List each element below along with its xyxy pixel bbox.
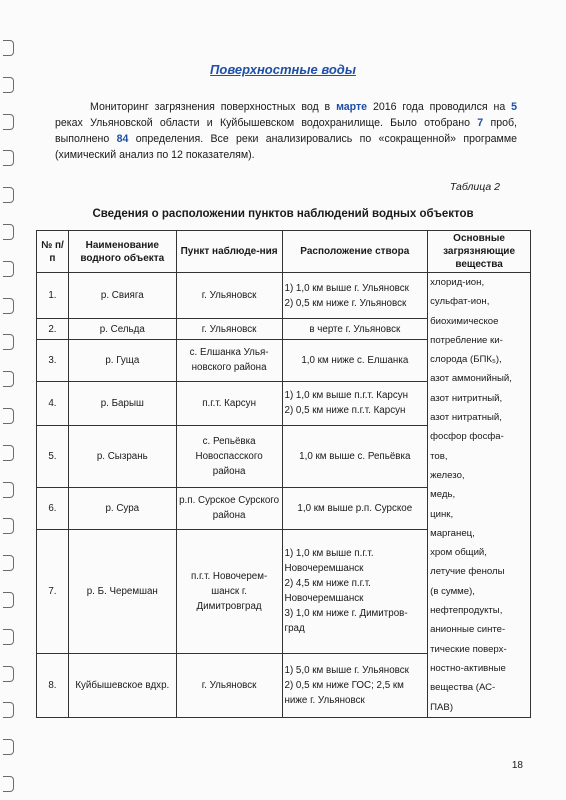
header-num: № п/п (37, 231, 69, 273)
binding-ring (3, 482, 14, 498)
binding-ring (3, 298, 14, 314)
binding-ring (3, 224, 14, 240)
binding-ring (3, 629, 14, 645)
substance-line: цинк, (430, 508, 454, 520)
binding-ring (3, 150, 14, 166)
substance-line: хром общий, (430, 547, 487, 559)
binding-ring (3, 702, 14, 718)
cell-location (282, 425, 428, 487)
substance-line: потребление ки- (430, 334, 503, 346)
binding-ring (3, 334, 14, 350)
binding-ring (3, 261, 14, 277)
location-line: 1) 1,0 км выше п.г.т. Новочеремшанск (284, 548, 374, 575)
location-line: 2) 0,5 км ниже г. Ульяновск (284, 297, 407, 309)
samples-count: 7 (477, 117, 484, 129)
location-line: 2) 0,5 км ниже ГОС; 2,5 км ниже г. Ульяновск (284, 680, 404, 707)
location-line: 1) 1,0 км выше г. Ульяновск (284, 282, 409, 294)
observation-points-table (36, 230, 531, 718)
cell-point: с. Репьёвка Новоспасского района (176, 425, 282, 487)
cell-location (282, 381, 428, 425)
binding-ring (3, 40, 14, 56)
binding-ring (3, 114, 14, 130)
location-line: 1,0 км ниже с. Елшанка (301, 354, 409, 366)
binding-ring (3, 518, 14, 534)
binding-ring (3, 739, 14, 755)
cell-object: р. Барыш (68, 381, 176, 425)
cell-num: 8. (37, 654, 69, 718)
cell-object: р. Б. Черемшан (68, 529, 176, 654)
cell-point: с. Елшанка Улья-новского района (176, 340, 282, 382)
cell-num: 4. (37, 381, 69, 425)
location-line: 2) 4,5 км ниже п.г.т. Новочеремшанск (284, 578, 371, 605)
table-title: Сведения о расположении пунктов наблюдений водных объектов (92, 208, 474, 220)
header-substances: Основные загрязняющие вещества (428, 231, 531, 273)
header-object: Наименование водного объекта (68, 231, 176, 273)
location-line: 1,0 км выше с. Репьёвка (299, 450, 411, 462)
binding-ring (3, 371, 14, 387)
cell-location (282, 340, 428, 382)
cell-location (282, 654, 428, 718)
substance-line: ПАВ) (430, 701, 454, 713)
cell-location (282, 488, 428, 530)
cell-num: 2. (37, 319, 69, 340)
cell-object: р. Сельда (68, 319, 176, 340)
substance-line: биохимическое (430, 315, 499, 327)
binding-ring (3, 408, 14, 424)
cell-point: г. Ульяновск (176, 654, 282, 718)
rivers-count: 5 (511, 101, 517, 113)
binding-ring (3, 592, 14, 608)
substance-line: хлорид-ион, (430, 277, 485, 288)
cell-num: 7. (37, 529, 69, 654)
substance-line: сульфат-ион, (430, 296, 490, 308)
determinations-count: 84 (116, 133, 129, 145)
substance-line: нефтепродукты, (430, 605, 503, 617)
cell-location (282, 319, 428, 340)
cell-object: р. Сура (68, 488, 176, 530)
cell-point: г. Ульяновск (176, 273, 282, 319)
substance-line: тов, (430, 450, 448, 462)
binding-ring (3, 77, 14, 93)
substance-line: ностно-активные (430, 662, 506, 674)
substance-line: тические поверх- (430, 643, 507, 655)
location-line: 1) 1,0 км выше п.г.т. Карсун (284, 390, 409, 402)
cell-point: г. Ульяновск (176, 319, 282, 340)
cell-point: р.п. Сурское Сурского района (176, 488, 282, 530)
substance-line: марганец, (430, 527, 475, 539)
cell-point: п.г.т. Карсун (176, 381, 282, 425)
cell-object: Куйбышевское вдхр. (68, 654, 176, 718)
header-point: Пункт наблюде-ния (176, 231, 282, 273)
binding-ring (3, 187, 14, 203)
cell-point: п.г.т. Новочерем-шанск г. Димитровград (176, 529, 282, 654)
cell-num: 1. (37, 273, 69, 319)
binding-ring (3, 666, 14, 682)
substance-line: слорода (БПК₅), (430, 354, 502, 366)
cell-num: 3. (37, 340, 69, 382)
binding-ring (3, 776, 14, 792)
cell-object: р. Гуща (68, 340, 176, 382)
cell-object: р. Сызрань (68, 425, 176, 487)
substance-line: анионные синте- (430, 624, 506, 636)
section-title: Поверхностные воды (210, 62, 356, 77)
table-label: Таблица 2 (449, 181, 500, 193)
location-line: 1) 5,0 км выше г. Ульяновск (284, 665, 409, 677)
cell-object: р. Свияга (68, 273, 176, 319)
cell-num: 5. (37, 425, 69, 487)
table-row (37, 273, 531, 319)
cell-substances (428, 273, 531, 718)
table-header-row (37, 231, 531, 273)
location-line: в черте г. Ульяновск (309, 323, 401, 335)
binding-rings (0, 0, 22, 800)
cell-num: 6. (37, 488, 69, 530)
substance-line: медь, (430, 489, 456, 501)
substance-line: азот аммонийный, (430, 373, 512, 385)
location-line: 2) 0,5 км ниже п.г.т. Карсун (284, 405, 406, 417)
substance-line: (в сумме), (430, 585, 475, 597)
month-highlight: марте (336, 101, 368, 113)
substance-line: азот нитратный, (430, 412, 502, 424)
binding-ring (3, 555, 14, 571)
intro-paragraph: Мониторинг загрязнения поверхностных вод в марте 2016 года проводился на 5 реках Ульяновской области и Куйбышевском водохранилище. Было отобрано 7 проб, выполнено 84 определения. Все реки анализировались по «сокращенной» программе (химический анализ по 12 показателям). (55, 101, 518, 161)
page-number: 18 (511, 760, 523, 771)
location-line: 3) 1,0 км ниже г. Димитров-град (284, 608, 408, 635)
substance-line: фосфор фосфа- (430, 431, 504, 443)
substance-line: железо, (430, 469, 465, 481)
substance-line: азот нитритный, (430, 392, 503, 404)
cell-location (282, 529, 428, 654)
substance-line: летучие фенолы (430, 566, 505, 578)
location-line: 1,0 км выше р.п. Сурское (297, 502, 413, 514)
binding-ring (3, 445, 14, 461)
substance-line: вещества (АС- (430, 682, 496, 694)
header-location: Расположение створа (282, 231, 428, 273)
cell-location (282, 273, 428, 319)
